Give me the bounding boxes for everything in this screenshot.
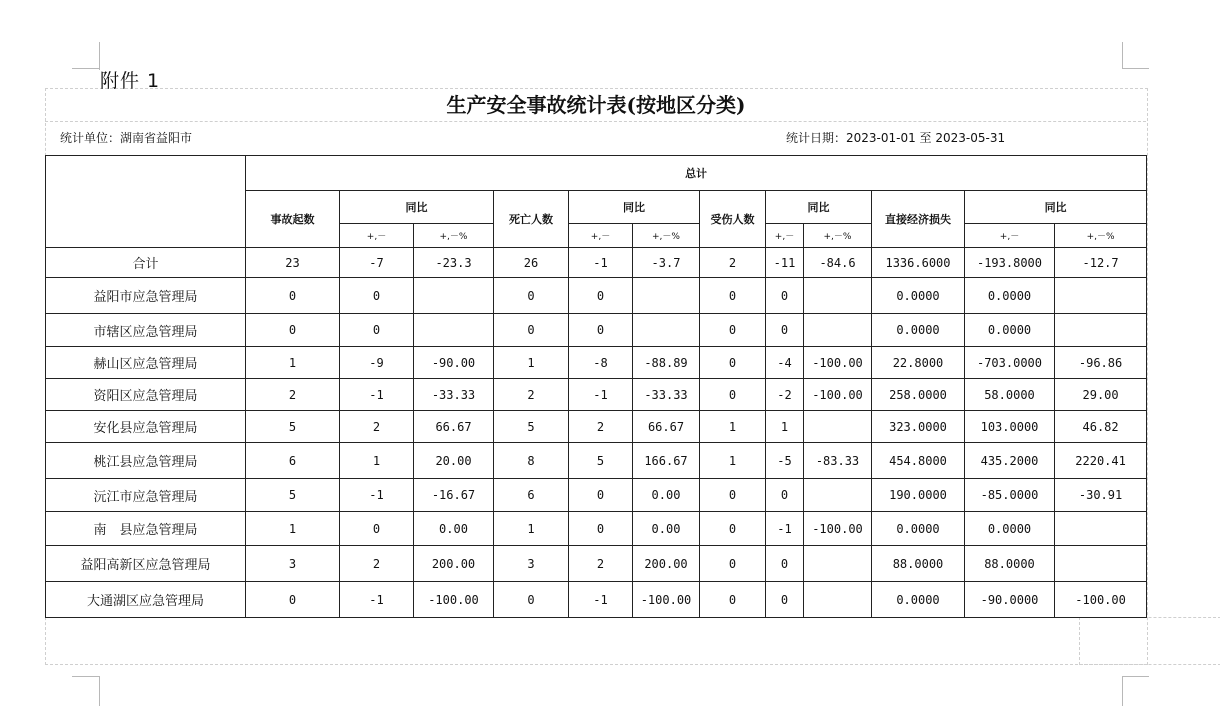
header-yoy-injured: 同比 [766,191,872,224]
table-cell: 6 [246,443,340,479]
table-cell: 2 [569,546,633,582]
table-cell: 200.00 [414,546,494,582]
table-cell: -1 [766,512,804,546]
header-injured-change-pct: +,－% [804,224,872,248]
table-cell: 0.0000 [965,278,1055,314]
table-cell: 0.0000 [965,314,1055,347]
header-accidents: 事故起数 [246,191,340,248]
table-cell: 26 [494,248,569,278]
table-cell: 5 [569,443,633,479]
table-cell: 0.0000 [872,582,965,618]
row-name: 益阳高新区应急管理局 [46,546,246,582]
table-cell: 0.00 [633,479,700,512]
table-cell: 166.67 [633,443,700,479]
table-cell: -1 [569,248,633,278]
table-cell: 5 [246,479,340,512]
table-cell: 323.0000 [872,411,965,443]
table-cell: -100.00 [414,582,494,618]
table-cell: -88.89 [633,347,700,379]
table-row [46,347,1147,379]
table-cell: 0 [569,479,633,512]
table-cell: 454.8000 [872,443,965,479]
row-name: 赫山区应急管理局 [46,347,246,379]
crop-mark-bottom-left-h [72,676,99,677]
crop-mark-top-left-h [72,68,99,69]
table-cell: 2 [340,411,414,443]
table-cell [804,546,872,582]
table-cell: -85.0000 [965,479,1055,512]
header-deaths-change: +,－ [569,224,633,248]
table-cell: 2 [340,546,414,582]
table-cell: -7 [340,248,414,278]
crop-mark-top-right-h [1122,68,1149,69]
table-cell: 0.0000 [872,314,965,347]
table-cell: -1 [340,379,414,411]
table-cell: 0 [700,347,766,379]
statistics-unit: 统计单位：湖南省益阳市 [60,131,193,145]
row-name: 市辖区应急管理局 [46,314,246,347]
header-total: 总计 [246,156,1147,191]
table-cell: -100.00 [1055,582,1147,618]
table-cell: -1 [340,582,414,618]
table-cell: 0 [494,314,569,347]
crop-mark-bottom-left-v [99,676,100,706]
table-cell: -11 [766,248,804,278]
table-cell: 0.0000 [965,512,1055,546]
table-cell: 88.0000 [872,546,965,582]
row-name: 益阳市应急管理局 [46,278,246,314]
table-cell: 0.0000 [872,278,965,314]
table-cell: 0 [246,314,340,347]
table-cell: 66.67 [633,411,700,443]
table-cell: 0.00 [414,512,494,546]
table-cell [633,278,700,314]
table-cell [804,582,872,618]
header-yoy-accidents: 同比 [340,191,494,224]
table-cell: 0 [569,314,633,347]
header-yoy-deaths: 同比 [569,191,700,224]
table-cell: 0 [700,278,766,314]
table-cell: -33.33 [414,379,494,411]
table-row [46,582,1147,618]
row-name: 合计 [46,248,246,278]
statistics-date: 统计日期：2023-01-01 至 2023-05-31 [786,131,1006,145]
table-cell: 1 [700,443,766,479]
page-title: 生产安全事故统计表(按地区分类) [446,93,746,117]
table-cell [804,314,872,347]
table-row [46,443,1147,479]
crop-mark-bottom-right-v [1122,676,1123,706]
table-cell: -33.33 [633,379,700,411]
row-name: 安化县应急管理局 [46,411,246,443]
table-cell: 0 [569,512,633,546]
table-cell: 5 [246,411,340,443]
row-name: 资阳区应急管理局 [46,379,246,411]
table-cell: 190.0000 [872,479,965,512]
table-cell: 66.67 [414,411,494,443]
table-cell: 6 [494,479,569,512]
table-cell: 0 [766,546,804,582]
table-cell: 2 [569,411,633,443]
table-row [46,379,1147,411]
table-cell: 1 [246,347,340,379]
table-cell: 1 [340,443,414,479]
table-cell [804,479,872,512]
header-accidents-change-pct: +,－% [414,224,494,248]
table-cell: 0 [340,278,414,314]
row-name: 南 县应急管理局 [46,512,246,546]
table-cell: 2 [246,379,340,411]
title-boundary [45,121,1146,122]
table-cell: -703.0000 [965,347,1055,379]
table-cell: -8 [569,347,633,379]
table-cell [1055,314,1147,347]
table-cell: 435.2000 [965,443,1055,479]
table-cell: 3 [494,546,569,582]
table-cell: -83.33 [804,443,872,479]
table-cell: 1 [700,411,766,443]
table-cell: -3.7 [633,248,700,278]
table-cell: 2 [494,379,569,411]
table-cell: 0 [766,479,804,512]
table-cell: 103.0000 [965,411,1055,443]
table-cell: -96.86 [1055,347,1147,379]
table-cell: 2 [700,248,766,278]
table-cell: 23 [246,248,340,278]
table-cell: -4 [766,347,804,379]
table-cell: -100.00 [804,379,872,411]
table-cell: 0 [700,379,766,411]
table-cell: -100.00 [804,347,872,379]
table-cell [414,314,494,347]
accident-statistics-table [45,155,1147,618]
crop-mark-bottom-right-h [1122,676,1149,677]
table-cell: 0 [569,278,633,314]
table-cell: 8 [494,443,569,479]
table-cell: 0 [700,546,766,582]
row-name: 沅江市应急管理局 [46,479,246,512]
table-cell: -193.8000 [965,248,1055,278]
row-name: 大通湖区应急管理局 [46,582,246,618]
table-cell: 58.0000 [965,379,1055,411]
table-cell: 0 [494,278,569,314]
table-cell: 0 [246,278,340,314]
table-cell: -30.91 [1055,479,1147,512]
table-cell: 0.0000 [872,512,965,546]
table-cell: 200.00 [633,546,700,582]
table-cell: 22.8000 [872,347,965,379]
table-row [46,479,1147,512]
row-name: 桃江县应急管理局 [46,443,246,479]
header-accidents-change: +,－ [340,224,414,248]
table-cell: 20.00 [414,443,494,479]
table-cell: -12.7 [1055,248,1147,278]
header-yoy-economic-loss: 同比 [965,191,1147,224]
table-row [46,411,1147,443]
header-economic-loss: 直接经济损失 [872,191,965,248]
table-cell: 0 [340,314,414,347]
table-cell: -1 [569,379,633,411]
header-injured: 受伤人数 [700,191,766,248]
table-row [46,278,1147,314]
table-cell: 0.00 [633,512,700,546]
table-cell [1055,278,1147,314]
table-cell: 1 [766,411,804,443]
table-cell: -100.00 [633,582,700,618]
table-cell: 1 [494,512,569,546]
table-cell: -1 [340,479,414,512]
table-cell: 0 [700,479,766,512]
table-cell: 0 [766,278,804,314]
table-cell: 0 [700,314,766,347]
table-cell: -5 [766,443,804,479]
table-cell: -1 [569,582,633,618]
table-extension-guide [1079,617,1220,665]
table-cell: 46.82 [1055,411,1147,443]
table-cell: 1 [494,347,569,379]
table-cell [804,278,872,314]
table-row [46,546,1147,582]
table-cell [804,411,872,443]
table-cell: -100.00 [804,512,872,546]
corner-cell [46,156,246,248]
table-row [46,512,1147,546]
header-loss-change-pct: +,－% [1055,224,1147,248]
table-cell: 3 [246,546,340,582]
table-cell: -9 [340,347,414,379]
table-cell: 1336.6000 [872,248,965,278]
table-cell: 0 [700,512,766,546]
table-cell: 0 [766,314,804,347]
table-cell [1055,546,1147,582]
header-injured-change: +,－ [766,224,804,248]
table-cell: -90.00 [414,347,494,379]
table-cell: -16.67 [414,479,494,512]
table-cell: 0 [246,582,340,618]
table-row [46,314,1147,347]
table-cell: 2220.41 [1055,443,1147,479]
table-cell: -90.0000 [965,582,1055,618]
table-cell: 88.0000 [965,546,1055,582]
header-deaths-change-pct: +,－% [633,224,700,248]
table-cell: 0 [766,582,804,618]
table-cell: 5 [494,411,569,443]
table-cell [414,278,494,314]
table-cell [1055,512,1147,546]
table-cell: 29.00 [1055,379,1147,411]
attachment-label: 附件 1 [100,70,161,92]
table-cell: -23.3 [414,248,494,278]
table-cell: 0 [340,512,414,546]
table-cell: -2 [766,379,804,411]
table-cell: 1 [246,512,340,546]
table-cell: 258.0000 [872,379,965,411]
table-cell: 0 [700,582,766,618]
table-cell: 0 [494,582,569,618]
table-cell: -84.6 [804,248,872,278]
crop-mark-top-right-v [1122,42,1123,68]
header-loss-change: +,－ [965,224,1055,248]
header-deaths: 死亡人数 [494,191,569,248]
table-cell [633,314,700,347]
table-row [46,248,1147,278]
